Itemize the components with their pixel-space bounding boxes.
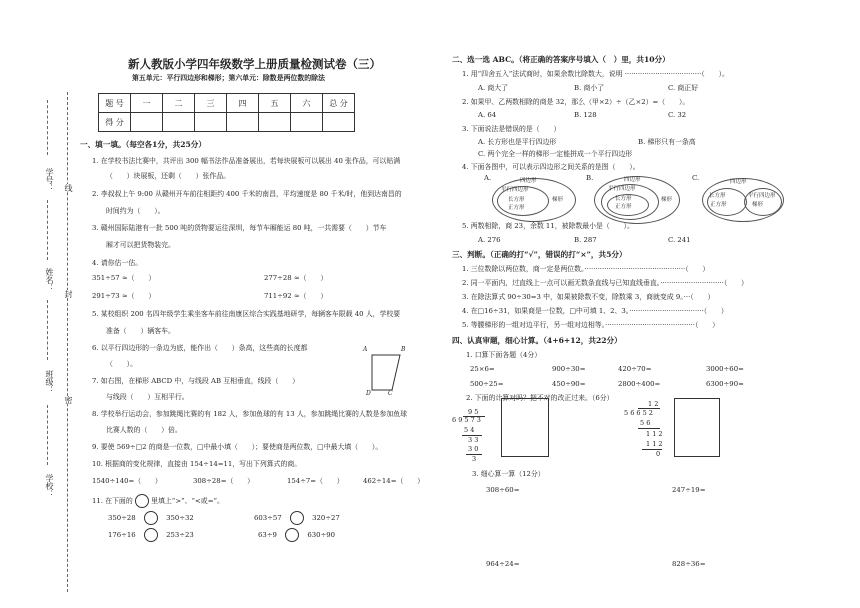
q1-line1: 1. 在学校书法比赛中，共评出 300 幅书法作品准备展出，若每块展板可以展出 40 张作品，可以贴满 bbox=[92, 157, 401, 165]
q5-line2: 准备（ ）辆客车。 bbox=[106, 327, 175, 335]
vertex-d: D bbox=[366, 390, 371, 397]
section4-title: 四、认真审题，细心计算。（4+6+12，共22分） bbox=[452, 336, 622, 345]
q6-line1: 6. 以平行四边形的一条边为底，能作出（ ）条高，这些高的长度都 bbox=[92, 344, 308, 352]
score-header: 四 bbox=[227, 94, 259, 113]
q7-line2: 与线段（ ）互相平行。 bbox=[106, 393, 189, 401]
q2-line2: 时间约为（ ）。 bbox=[106, 207, 165, 215]
q4-stem: 4. 请你估一估。 bbox=[92, 259, 143, 267]
score-header: 一 bbox=[131, 94, 163, 113]
score-cell[interactable] bbox=[259, 113, 291, 132]
section3-title: 三、判断。（正确的打“√”，错误的打“×”，共5分） bbox=[452, 250, 627, 259]
q10-item: 1540÷140=（ ） bbox=[92, 477, 162, 485]
q4-item: 291÷73 ≈（ ） bbox=[92, 292, 156, 300]
written-calc: 308÷60= bbox=[486, 486, 520, 494]
judge-item: 5. 等腰梯形的一组对边平行，另一组对边相等。·········································（ ） bbox=[462, 321, 720, 329]
div1-step: 3 0 bbox=[468, 445, 479, 453]
compare-row-2 bbox=[108, 528, 194, 542]
q1-line2: （ ）块展板，还剩（ ）张作品。 bbox=[106, 172, 231, 180]
score-header: 题 号 bbox=[99, 94, 131, 113]
venn-word: 梯形 bbox=[752, 202, 764, 208]
correction-box-2[interactable] bbox=[674, 398, 720, 457]
div2-remainder: 0 bbox=[656, 450, 661, 458]
div1-step: 5 4 bbox=[464, 426, 475, 434]
written-calc: 964÷24= bbox=[486, 560, 520, 568]
s2-q3: 3. 下面说法是错误的是（ ） bbox=[462, 125, 561, 133]
oral-item: 900÷30= bbox=[552, 365, 586, 373]
q8-line2: 比赛人数的（ ）倍。 bbox=[106, 426, 182, 434]
venn-word: 梯形 bbox=[552, 197, 564, 203]
oral-item: 500÷25= bbox=[470, 380, 504, 388]
vertex-a: A bbox=[363, 346, 368, 353]
div2-step: 1 1 2 bbox=[646, 440, 663, 448]
written-calc: 828÷36= bbox=[672, 560, 706, 568]
score-header: 总 分 bbox=[323, 94, 355, 113]
s2-q1-opt-c: C. 商正好 bbox=[668, 84, 699, 92]
div2-line bbox=[638, 428, 660, 429]
venn-word: 平行四边形 bbox=[501, 187, 529, 193]
q10-item: 154÷7=（ ） bbox=[287, 477, 344, 485]
q4-item: 277÷28 ≈（ ） bbox=[264, 274, 328, 282]
compare-row-1b bbox=[254, 511, 340, 525]
class-label: 班级： bbox=[45, 370, 54, 394]
div2-dividend: 5 6 6 5 2 bbox=[624, 409, 653, 417]
s2-q5-opt-c: C. 241 bbox=[668, 236, 691, 244]
compare-expr: 603÷57 bbox=[254, 514, 282, 522]
compare-circle[interactable] bbox=[290, 511, 304, 525]
venn-word: 长方形 bbox=[508, 197, 525, 203]
q10-item: 462÷14=（ ） bbox=[363, 477, 425, 485]
div1-step: 3 3 bbox=[468, 436, 479, 444]
seal-mark-secret: 密 bbox=[64, 396, 73, 404]
score-cell[interactable] bbox=[163, 113, 195, 132]
venn-word: 平行四边形 bbox=[608, 186, 636, 192]
compare-circle bbox=[135, 494, 149, 508]
venn-word: 正方形 bbox=[710, 202, 727, 208]
s2-q2-opt-c: C. 32 bbox=[668, 111, 687, 119]
s2-q2: 2. 如果甲、乙两数相除的商是 32，那么（甲×2）÷（乙×2）=（ ）。 bbox=[462, 98, 690, 106]
compare-expr: 630÷90 bbox=[307, 531, 336, 539]
q3-line1: 3. 赣州国际陆港有一批 500 吨的货物要运往深圳，每节车厢能运 80 吨，一共需要（ ）节车 bbox=[92, 224, 387, 232]
fill-line bbox=[47, 300, 48, 360]
compare-circle[interactable] bbox=[144, 511, 158, 525]
score-header: 二 bbox=[163, 94, 195, 113]
s4-q3: 3. 细心算一算（12分） bbox=[472, 470, 545, 478]
score-row-label: 得 分 bbox=[99, 113, 131, 132]
s2-q3-opt-c: C. 两个完全一样的梯形一定能拼成一个平行四边形 bbox=[478, 150, 633, 158]
section1-title: 一、填一填。（每空各1分，共25分） bbox=[80, 140, 206, 149]
score-cell[interactable] bbox=[323, 113, 355, 132]
div2-step: 5 6 bbox=[640, 419, 651, 427]
oral-item: 3000÷60= bbox=[706, 365, 744, 373]
venn-word: 四边形 bbox=[520, 178, 537, 184]
q11-line bbox=[92, 494, 224, 508]
s2-q5: 5. 两数相除，商 23，余数 11，被除数最小是（ ）。 bbox=[462, 222, 634, 230]
q8-line1: 8. 学校举行运动会，参加跳绳比赛的有 182 人，参加鱼球的有 13 人，参加跳绳比赛的人数是参加鱼球 bbox=[92, 410, 408, 418]
s2-q4: 4. 下面各图中，可以表示四边形之间关系的是图（ ）。 bbox=[462, 163, 640, 171]
seal-mark-seal: 封 bbox=[64, 290, 73, 298]
oral-item: 6300÷90= bbox=[706, 380, 744, 388]
page-subtitle: 第五单元：平行四边形和梯形；第六单元：除数是两位数的除法 bbox=[132, 74, 325, 82]
q6-line2: （ ）。 bbox=[106, 360, 138, 368]
s4-q1: 1. 口算下面各题（4分） bbox=[466, 351, 542, 359]
venn-word: 长方形 bbox=[709, 193, 726, 199]
judge-item: 1. 三位数除以两位数，商一定是两位数。··············································（ ） bbox=[462, 265, 710, 273]
s2-q5-opt-b: B. 287 bbox=[574, 236, 597, 244]
score-cell[interactable] bbox=[131, 113, 163, 132]
div1-remainder: 3 bbox=[472, 455, 477, 463]
s2-q3-opt-a: A. 长方形也是平行四边形 bbox=[478, 138, 557, 146]
vertex-b: B bbox=[401, 346, 406, 353]
option-b-label: B. bbox=[586, 174, 594, 182]
venn-word: 正方形 bbox=[615, 204, 632, 210]
q2-line1: 2. 李叔叔上午 9:00 从赣州开车前往相距约 400 千米的南昌，平均速度是 80 千米/时，他到达南昌的 bbox=[92, 190, 402, 198]
binding-dashed-line bbox=[67, 92, 68, 592]
q7-line1: 7. 如右图，在梯形 ABCD 中，与线段 AB 互相垂直，线段（ ） bbox=[92, 377, 300, 385]
option-a-label: A. bbox=[484, 174, 492, 182]
fill-line bbox=[47, 200, 48, 260]
judge-item: 2. 同一平面内，过直线上一点可以画无数条直线与已知直线垂直。·····························（ ） bbox=[462, 279, 748, 287]
div1-quotient: 9 5 bbox=[468, 408, 479, 416]
q5-line1: 5. 某校组织 200 名四年级学生乘坐客车前往南康区综合实践基地研学，每辆客车限载 40 人，学校要 bbox=[92, 310, 401, 318]
score-header: 五 bbox=[259, 94, 291, 113]
oral-item: 420÷70= bbox=[618, 365, 652, 373]
venn-word: 正方形 bbox=[508, 205, 525, 211]
q10-line: 10. 根据商的变化规律，直接由 154÷14=11，写出下列算式的商。 bbox=[92, 460, 302, 468]
q9-line: 9. 要使 569÷□2 的商是一位数，□中最小填（ ）；要使商是两位数，□中最大填（ ）。 bbox=[92, 443, 383, 451]
q11-stem: 11. 在下面的 bbox=[92, 497, 133, 505]
school-label: 学校： bbox=[45, 474, 54, 498]
compare-expr: 63÷9 bbox=[258, 531, 277, 539]
venn-word: 四边形 bbox=[730, 179, 747, 185]
oral-item: 450÷90= bbox=[552, 380, 586, 388]
fill-line bbox=[47, 100, 48, 155]
q11-stem-end: 里填上“>”、“<或=”。 bbox=[151, 497, 224, 505]
s2-q1-opt-a: A. 商大了 bbox=[478, 84, 509, 92]
score-cell[interactable] bbox=[227, 113, 259, 132]
q3-line2: 厢才可以把货物装完。 bbox=[106, 241, 175, 249]
s2-q5-opt-a: A. 276 bbox=[478, 236, 501, 244]
seal-mark-line: 线 bbox=[64, 184, 73, 192]
oral-item: 25×6= bbox=[470, 365, 495, 373]
page-title: 新人教版小学四年级数学上册质量检测试卷（三） bbox=[128, 57, 381, 71]
judge-item: 4. 在□16÷31，如果商是一位数，□中可填 1、2、3。··································（ ） bbox=[462, 307, 728, 315]
s2-q1: 1. 用“四舍五入”法试商时，如果余数比除数大，说明 ···································（ ）。 bbox=[462, 70, 729, 78]
fill-line bbox=[47, 405, 48, 465]
correction-box-1[interactable] bbox=[501, 398, 549, 457]
compare-circle[interactable] bbox=[285, 528, 299, 542]
compare-expr: 176÷16 bbox=[108, 531, 136, 539]
venn-word: 四边形 bbox=[624, 177, 641, 183]
compare-row-1 bbox=[108, 511, 194, 525]
q4-item: 711÷92 ≈（ ） bbox=[264, 292, 328, 300]
compare-circle[interactable] bbox=[144, 528, 158, 542]
s2-q3-opt-b: B. 梯形只有一条高 bbox=[638, 138, 696, 146]
written-calc: 247÷19= bbox=[672, 486, 706, 494]
div1-dividend: 6 9 5 7 3 bbox=[452, 416, 481, 424]
compare-expr: 320÷27 bbox=[312, 514, 340, 522]
name-label: 姓名： bbox=[45, 268, 54, 292]
s2-q1-opt-b: B. 商小了 bbox=[574, 84, 605, 92]
compare-row-2b bbox=[258, 528, 335, 542]
vertex-c: C bbox=[388, 390, 393, 397]
judge-item: 3. 在除法算式 90÷30=3 中，如果被除数不变，除数乘 3，商就变成 9。···（ ） bbox=[462, 293, 715, 301]
div2-quotient: 1 2 bbox=[648, 400, 659, 408]
q10-item: 308÷28=（ ） bbox=[193, 477, 255, 485]
s2-q2-opt-b: B. 128 bbox=[574, 111, 597, 119]
score-cell[interactable] bbox=[195, 113, 227, 132]
compare-expr: 350÷32 bbox=[166, 514, 194, 522]
compare-expr: 350÷28 bbox=[108, 514, 136, 522]
score-table bbox=[98, 93, 355, 132]
venn-word: 长方形 bbox=[615, 196, 632, 202]
score-header: 六 bbox=[291, 94, 323, 113]
div2-step: 1 1 2 bbox=[646, 430, 663, 438]
venn-word: 梯形 bbox=[661, 197, 673, 203]
compare-expr: 253÷23 bbox=[166, 531, 194, 539]
student-id-label: 学号： bbox=[45, 168, 54, 192]
s4-q2: 2. 下面的计算对吗？把不对的改正过来。（6分） bbox=[466, 394, 614, 402]
q4-item: 351÷57 ≈（ ） bbox=[92, 274, 156, 282]
oral-item: 2800÷400= bbox=[618, 380, 661, 388]
option-c-label: C. bbox=[692, 174, 700, 182]
score-header: 三 bbox=[195, 94, 227, 113]
section2-title: 二、选一选 ABC。（将正确的答案序号填入（ ）里，共10分） bbox=[452, 55, 670, 64]
venn-word: 平行四边形 bbox=[748, 193, 776, 199]
s2-q2-opt-a: A. 64 bbox=[478, 111, 497, 119]
score-cell[interactable] bbox=[291, 113, 323, 132]
